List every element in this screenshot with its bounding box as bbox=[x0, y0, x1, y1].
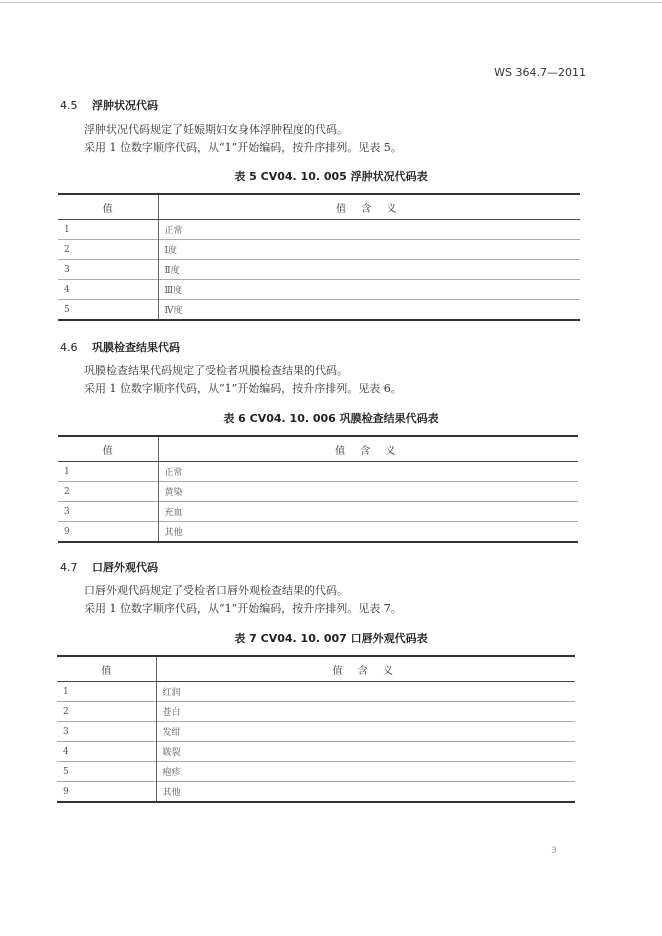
section-number: 4.5 bbox=[60, 99, 78, 112]
table-row bbox=[57, 782, 575, 803]
page-number: 3 bbox=[551, 846, 557, 856]
row-meaning: 其他 bbox=[158, 522, 578, 543]
table-row bbox=[58, 482, 578, 502]
document-code: WS 364.7—2011 bbox=[494, 66, 586, 79]
row-value: 5 bbox=[58, 300, 158, 321]
row-meaning: Ⅱ度 bbox=[158, 260, 580, 280]
row-meaning: 疱疹 bbox=[156, 762, 575, 782]
table-row bbox=[58, 280, 580, 300]
code-table bbox=[58, 193, 580, 321]
column-header-value: 值 bbox=[58, 436, 158, 462]
row-meaning: Ⅲ度 bbox=[158, 280, 580, 300]
row-value: 4 bbox=[58, 280, 158, 300]
section-heading bbox=[60, 339, 180, 355]
row-value: 1 bbox=[58, 220, 158, 240]
row-meaning: 黄染 bbox=[158, 482, 578, 502]
section-paragraph-1: 口唇外观代码规定了受检者口唇外观检查结果的代码。 bbox=[84, 584, 348, 597]
column-header-value: 值 bbox=[57, 656, 156, 682]
column-header-meaning: 值 含 义 bbox=[158, 436, 578, 462]
row-meaning: 正常 bbox=[164, 468, 183, 478]
row-value: 1 bbox=[58, 462, 158, 482]
row-meaning: 红润 bbox=[162, 688, 181, 698]
section-title: 浮肿状况代码 bbox=[92, 99, 158, 112]
section-paragraph-2: 采用 1 位数字顺序代码，从“1”开始编码，按升序排列。见表 7。 bbox=[84, 602, 402, 615]
row-value: 4 bbox=[57, 742, 156, 762]
table-row bbox=[58, 502, 578, 522]
column-header-meaning: 值 含 义 bbox=[158, 194, 580, 220]
section-number: 4.7 bbox=[60, 561, 78, 574]
row-value: 3 bbox=[58, 260, 158, 280]
code-table bbox=[58, 435, 578, 543]
row-value: 2 bbox=[58, 482, 158, 502]
row-meaning: 充血 bbox=[158, 502, 578, 522]
table-row bbox=[57, 742, 575, 762]
row-meaning: 苍白 bbox=[156, 702, 575, 722]
row-meaning: Ⅰ度 bbox=[158, 240, 580, 260]
row-value: 5 bbox=[57, 762, 156, 782]
row-value: 1 bbox=[57, 682, 156, 702]
table-row bbox=[57, 722, 575, 742]
table-row bbox=[58, 522, 578, 543]
row-value: 9 bbox=[58, 522, 158, 543]
table-header-row bbox=[57, 656, 575, 682]
row-meaning: 其他 bbox=[156, 782, 575, 803]
table-caption: 表 5 CV04. 10. 005 浮肿状况代码表 bbox=[234, 170, 428, 183]
table-row bbox=[58, 240, 580, 260]
section-heading bbox=[60, 97, 158, 113]
section-paragraph-2: 采用 1 位数字顺序代码，从“1”开始编码，按升序排列。见表 5。 bbox=[84, 141, 402, 154]
section-number: 4.6 bbox=[60, 341, 78, 354]
column-header-meaning: 值 含 义 bbox=[156, 656, 575, 682]
row-value: 3 bbox=[58, 502, 158, 522]
column-header-value: 值 bbox=[58, 194, 158, 220]
table-row bbox=[57, 762, 575, 782]
table-row bbox=[58, 220, 580, 240]
table-row bbox=[58, 260, 580, 280]
section-paragraph-1: 浮肿状况代码规定了妊娠期妇女身体浮肿程度的代码。 bbox=[84, 123, 348, 136]
table-caption: 表 6 CV04. 10. 006 巩膜检查结果代码表 bbox=[223, 412, 439, 425]
row-meaning: Ⅳ度 bbox=[158, 300, 580, 321]
table-header-row bbox=[58, 194, 580, 220]
code-table bbox=[57, 655, 575, 803]
section-title: 口唇外观代码 bbox=[92, 561, 158, 574]
section-paragraph-1: 巩膜检查结果代码规定了受检者巩膜检查结果的代码。 bbox=[84, 364, 348, 377]
table-row bbox=[57, 702, 575, 722]
table-caption: 表 7 CV04. 10. 007 口唇外观代码表 bbox=[234, 632, 428, 645]
row-meaning: 皲裂 bbox=[156, 742, 575, 762]
row-meaning: 正常 bbox=[164, 226, 183, 236]
row-value: 3 bbox=[57, 722, 156, 742]
table-header-row bbox=[58, 436, 578, 462]
row-value: 9 bbox=[57, 782, 156, 803]
row-value: 2 bbox=[57, 702, 156, 722]
row-meaning: 发绀 bbox=[156, 722, 575, 742]
top-edge-line bbox=[0, 2, 662, 3]
section-paragraph-2: 采用 1 位数字顺序代码，从“1”开始编码，按升序排列。见表 6。 bbox=[84, 382, 402, 395]
row-value: 2 bbox=[58, 240, 158, 260]
section-title: 巩膜检查结果代码 bbox=[92, 341, 180, 354]
table-row bbox=[58, 462, 578, 482]
section-heading bbox=[60, 559, 158, 575]
table-row bbox=[57, 682, 575, 702]
table-row bbox=[58, 300, 580, 321]
